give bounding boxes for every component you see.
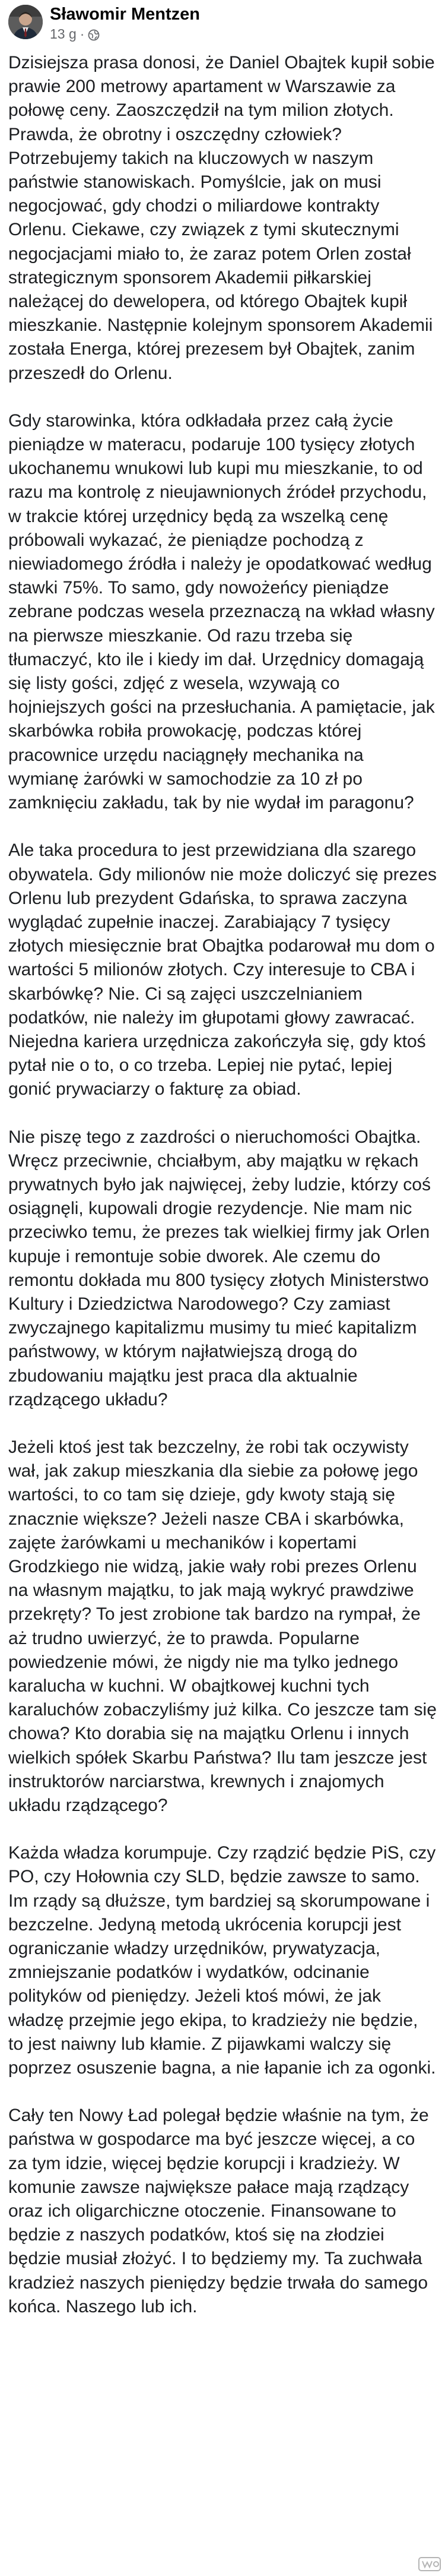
post-body (8, 51, 437, 2343)
post-meta (50, 26, 100, 42)
post-paragraph: Dzisiejsza prasa donosi, że Daniel Obajtek kupił sobie prawie 200 metrowy apartament w Warszawie za połowę ceny. Zaoszczędził na tym milion złotych. Prawda, że obrotny i oszczędny człowiek? Potrzebujemy takich na kluczowych w naszym państwie stanowiskach. Pomyślcie, jak on musi negocjować, gdy chodzi o miliardowe kontrakty Orlenu. Ciekawe, czy związek z tymi skutecznymi negocjacjami miało to, że zaraz potem Orlen został strategicznym sponsorem Akademii piłkarskiej należącej do dewelopera, od którego Obajtek kupił mieszkanie. Następnie kolejnym sponsorem Akademii została Energa, której prezesem był Obajtek, zanim przeszedł do Orlenu. (8, 53, 435, 383)
post-paragraph: Ale taka procedura to jest przewidziana dla szarego obywatela. Gdy milionów nie może doliczyć się prezes Orlenu lub prezydent Gdańska, to sprawa zaczyna wyglądać zupełnie inaczej. Zarabiający 7 tysięcy złotych miesięcznie brat Obajtka podarował mu dom o wartości 5 milionów złotych. Czy interesuje to CBA i skarbówkę? Nie. Ci są zajęci uszczelnianiem podatków, nie należy im głupotami głowy zawracać. Niejedna kariera urzędnicza zakończyła się, gdy ktoś pytał nie o to, o co trzeba. Lepiej nie pytać, lepiej gonić prywaciarzy o fakturę za obiad. (8, 840, 437, 1099)
post-header (0, 0, 445, 48)
post-paragraph: Gdy starowinka, która odkładała przez całą życie pieniądze w materacu, podaruje 100 tysięcy złotych ukochanemu wnukowi lub kupi mu mieszkanie, to od razu ma kontrolę z nieujawnionych źródeł przychodu, w trakcie której urzędnicy będą za wszelką cenę próbowali wykazać, że pieniądze pochodzą z niewiadomego źródła i należy je opodatkować według stawki 75%. To samo, gdy nowożeńcy pieniądze zebrane podczas wesela przeznaczą na wkład własny na pierwsze mieszkanie. Od razu trzeba się tłumaczyć, kto ile i kiedy im dał. Urzędnicy domagają się listy gości, zdjęć z wesela, wzywają co hojniejszych gości na przesłuchania. A pamiętacie, jak skarbówka robiła prowokację, podczas której pracownice urzędu naciągnęły mechanika na wymianę żarówki w samochodzie za 10 zł po zamknięciu zakładu, tak by nie wydał im paragonu? (8, 410, 435, 813)
post-paragraph: Nie piszę tego z zazdrości o nieruchomości Obajtka. Wręcz przeciwnie, chciałbym, aby majątku w rękach prywatnych było jak najwięcej, żeby ludzie, którzy coś osiągnęli, kupowali drogie rezydencje. Nie mam nic przeciwko temu, że prezes tak wielkiej firmy jak Orlen kupuje i remontuje sobie dworek. Ale czemu do remontu dokłada mu 800 tysięcy złotych Ministerstwo Kultury i Dziedzictwa Narodowego? Czy zamiast zwyczajnego kapitalizmu musimy tu mieć kapitalizm państwowy, w którym najłatwiejszą drogą do zbudowaniu majątku jest praca dla aktualnie rządzącego układu? (8, 1127, 431, 1409)
globe-icon (88, 29, 100, 40)
author-name[interactable]: Sławomir Mentzen (50, 5, 200, 24)
wykop-watermark-icon (418, 2555, 441, 2573)
post-paragraph: Cały ten Nowy Ład polegał będzie właśnie na tym, że państwa w gospodarce ma być jeszcze więcej, a co za tym idzie, więcej będzie korupcji i kradzieży. W komunie zawsze największe pałace mają rządzący oraz ich oligarchiczne otoczenie. Finansowane to będzie z naszych podatków, ktoś się na złodziei będzie musiał złożyć. I to będziemy my. Ta zuchwała kradzież naszych pieniędzy będzie trwała do samego końca. Naszego lub ich. (8, 2106, 429, 2316)
meta-separator: · (80, 26, 85, 42)
post-paragraph: Jeżeli ktoś jest tak bezczelny, że robi tak oczywisty wał, jak zakup mieszkania dla siebie za połowę jego wartości, to co tam się dzieje, gdy kwoty stają się znacznie większe? Jeżeli nasze CBA i skarbówka, zajęte żarówkami u mechaników i kopertami Grodzkiego nie widzą, jakie wały robi prezes Orlenu na własnym majątku, to jak mają wykryć prawdziwe przekręty? To jest zrobione tak bardzo na rympał, że aż trudno uwierzyć, że to prawda. Popularne powiedzenie mówi, że nigdy nie ma tylko jednego karalucha w kuchni. W obajtkowej kuchni tych karaluchów zobaczyliśmy już kilka. Co jeszcze tam się chowa? Kto dorabia się na majątku Orlenu i innych wielkich spółek Skarbu Państwa? Ilu tam jeszcze jest instruktorów narciarstwa, krewnych i znajomych układu rządzącego? (8, 1437, 437, 1816)
profile-photo (8, 5, 43, 39)
post-paragraph: Każda władza korumpuje. Czy rządzić będzie PiS, czy PO, czy Hołownia czy SLD, będzie zawsze to samo. Im rządy są dłuższe, tym bardziej są skorumpowane i bezczelne. Jedyną metodą ukrócenia korupcji jest ograniczanie władzy urzędników, prywatyzacja, zmniejszanie podatków i wydatków, odcinanie polityków od pieniędzy. Jeżeli ktoś mówi, że jak władzę przejmie jego ekipa, to kradzieży nie będzie, to jest naiwny lub kłamie. Z pijawkami walczy się poprzez osuszenie bagna, a nie łapanie ich za ogonki. (8, 1843, 436, 2078)
post-time[interactable]: 13 g (50, 26, 77, 42)
avatar[interactable] (8, 5, 43, 39)
